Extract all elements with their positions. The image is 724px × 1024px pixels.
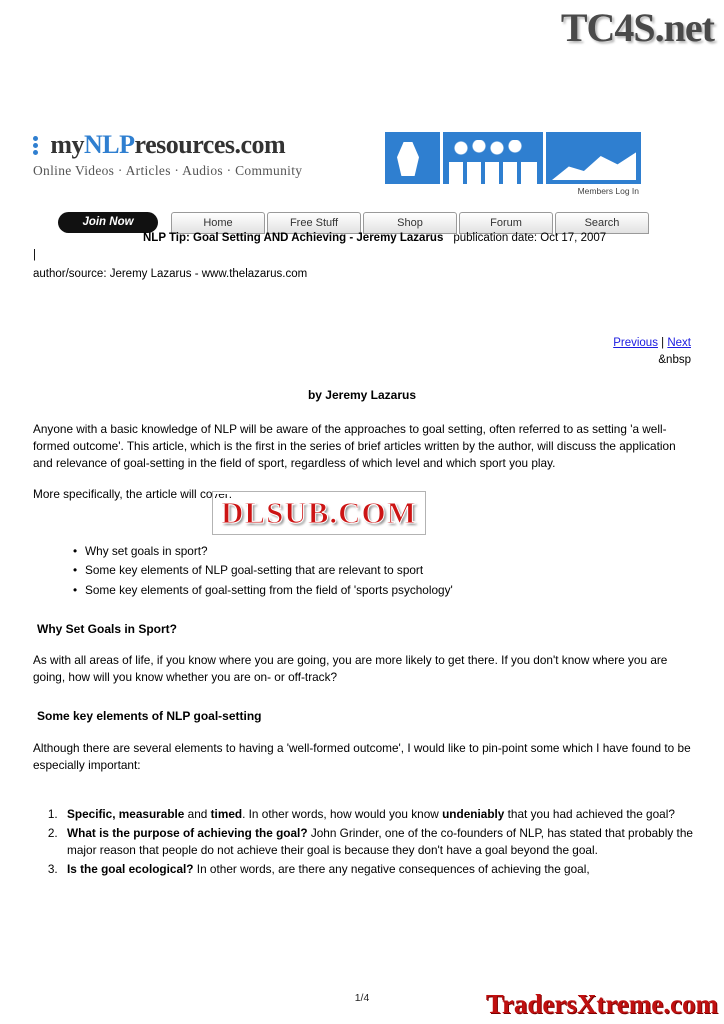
logo-text-my: my: [50, 130, 85, 159]
list-item: [61, 806, 693, 823]
logo-dots-icon: [33, 134, 47, 157]
list-item: • Why set goals in sport?: [85, 543, 693, 560]
paragraph-intro: Anyone with a basic knowledge of NLP will be aware of the approaches to goal setting, often referred to as setting 'a well-formed outcome'. This article, which is the first in the series of brief articles written by the author, will discuss the application and relevance of goal-setting in the field of sport, regardless of which level and which sport you play.: [33, 422, 676, 471]
article-body: [33, 421, 693, 880]
pager-separator: |: [657, 337, 668, 349]
list-item: • Some key elements of NLP goal-setting that are relevant to sport: [85, 562, 693, 579]
article-bullet-list: [33, 543, 693, 598]
numbered-item-3-rest: In other words, are there any negative consequences of achieving the goal,: [193, 862, 590, 877]
section-heading-why-set-goals: Why Set Goals in Sport?: [37, 621, 178, 636]
paragraph-covers: More specifically, the article will cover:: [33, 487, 233, 502]
numbered-item-2-lead: What is the purpose of achieving the goal?: [67, 825, 308, 840]
watermark-top: TC4S.net: [560, 5, 714, 50]
nav-tabs: [171, 212, 649, 234]
article-header: [33, 232, 693, 244]
article-publication-date: publication date: Oct 17, 2007: [453, 232, 607, 244]
banner-image-group-icon: [443, 132, 543, 184]
paragraph-why-set-goals: As with all areas of life, if you know where you are going, you are more likely to get there. If you don't know where you are going, how will you know whether you are on- or off-track?: [33, 653, 668, 685]
article-pipe-separator: |: [33, 249, 36, 261]
site-logo: [33, 130, 378, 179]
logo-tagline: Online Videos · Articles · Audios · Community: [33, 163, 303, 178]
header-banner-images: [385, 132, 641, 184]
site-header: [33, 130, 643, 235]
nav-item-free-stuff[interactable]: Free Stuff: [267, 212, 361, 234]
banner-image-landscape-icon: [546, 132, 641, 184]
nav-item-home[interactable]: Home: [171, 212, 265, 234]
nav-item-search[interactable]: Search: [555, 212, 649, 234]
nav-item-forum[interactable]: Forum: [459, 212, 553, 234]
previous-link[interactable]: Previous: [613, 337, 658, 349]
members-login-link[interactable]: Members Log In: [577, 186, 639, 196]
numbered-item-1-tail: that you had achieved the goal?: [504, 806, 675, 821]
next-link[interactable]: Next: [667, 337, 691, 349]
article-pager: [613, 337, 691, 349]
join-now-button[interactable]: Join Now: [58, 212, 158, 233]
article-author-source: author/source: Jeremy Lazarus - www.thelazarus.com: [33, 268, 308, 280]
numbered-item-1-bold2: undeniably: [442, 806, 505, 821]
watermark-bottom: TradersXtreme.com: [485, 989, 718, 1019]
numbered-item-3-lead: Is the goal ecological?: [67, 862, 194, 877]
paragraph-key-elements: Although there are several elements to having a 'well-formed outcome', I would like to pin-point some which I have found to be especially important:: [33, 740, 691, 772]
watermark-center: DLSUB.COM: [213, 492, 425, 534]
numbered-item-1-rest: . In other words, how would you know: [242, 806, 443, 821]
logo-text-resources: resources.com: [134, 130, 286, 159]
section-heading-key-elements: Some key elements of NLP goal-setting: [37, 709, 262, 724]
numbered-item-1-lead2: timed: [210, 806, 243, 821]
nbsp-text: &nbsp: [658, 354, 691, 366]
numbered-item-2-rest: John Grinder, one of the co-founders of NLP, has stated that probably the major reason that people do not achieve their goal is because they don't have a goal beyond the goal.: [67, 825, 693, 857]
page-number: 1/4: [354, 992, 370, 1004]
numbered-item-1-lead: Specific, measurable: [67, 806, 185, 821]
article-numbered-list: [33, 806, 693, 878]
list-item: • Some key elements of goal-setting from the field of 'sports psychology': [85, 582, 693, 599]
article-byline: by Jeremy Lazarus: [307, 388, 417, 402]
article-title: NLP Tip: Goal Setting AND Achieving - Jeremy Lazarus: [143, 232, 444, 244]
numbered-item-1-mid: and: [184, 806, 211, 821]
logo-text-nlp: NLP: [84, 130, 135, 159]
list-item: [61, 861, 693, 878]
list-item: [61, 825, 693, 859]
logo-text: [50, 130, 285, 160]
banner-image-person-icon: [385, 132, 440, 184]
nav-item-shop[interactable]: Shop: [363, 212, 457, 234]
site-navigation: [33, 212, 643, 234]
